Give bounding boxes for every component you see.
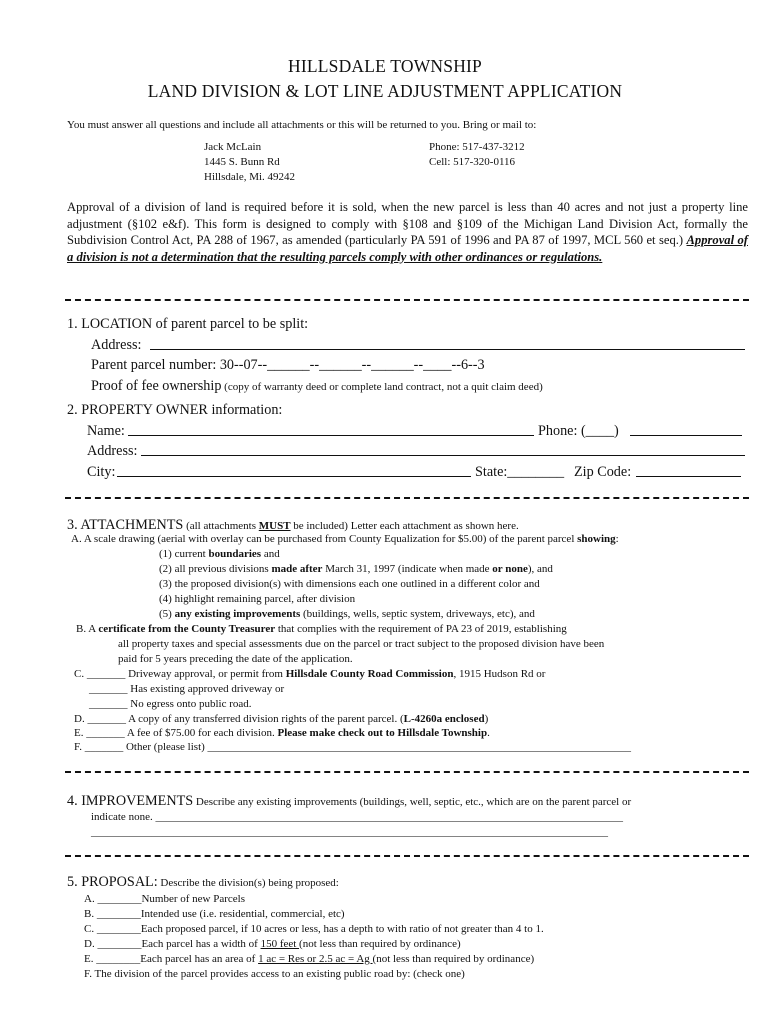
proposal-d-width[interactable]: D. ________Each parcel has a width of 150 feet (not less than required by ordinance) xyxy=(84,938,461,950)
owner-state-field[interactable]: State:________ xyxy=(475,464,565,480)
owner-address-label: Address: xyxy=(87,443,138,459)
section-3-note-post: be included) Letter each attachment as shown here. xyxy=(290,520,519,532)
section-2-heading: 2. PROPERTY OWNER information: xyxy=(67,402,283,418)
section-divider xyxy=(65,771,749,773)
proposal-e-area[interactable]: E. ________Each parcel has an area of 1 ac = Res or 2.5 ac = Ag (not less than required by ordinance) xyxy=(84,953,535,965)
section-divider xyxy=(65,497,749,499)
section-divider xyxy=(65,855,749,857)
improvements-field-line-1[interactable]: indicate none. _____________________________________________________________________________________ xyxy=(91,811,623,823)
section-divider xyxy=(65,299,749,301)
proposal-f-road-access: F. The division of the parcel provides access to an existing public road by: (check one) xyxy=(84,968,465,980)
section-4-description: Describe any existing improvements (buildings, well, septic, etc., which are on the parent parcel or xyxy=(193,796,632,808)
attachment-a-item-1: (1) current boundaries and xyxy=(159,548,280,560)
owner-name-field[interactable] xyxy=(128,435,534,436)
owner-address-field[interactable] xyxy=(141,455,745,456)
owner-city-label: City: xyxy=(87,464,116,480)
improvements-field-line-2[interactable]: ______________________________________________________________________________________________ xyxy=(91,826,608,838)
attachment-a-item-3: (3) the proposed division(s) with dimensions each one outlined in a different color and xyxy=(159,578,540,590)
contact-city: Hillsdale, Mi. 49242 xyxy=(204,171,296,183)
parent-parcel-number-field[interactable]: Parent parcel number: 30--07--______--______--______--____--6--3 xyxy=(91,357,485,373)
owner-name-label: Name: xyxy=(87,423,125,439)
contact-name: Jack McLain xyxy=(204,141,262,153)
attachment-a-item-5: (5) any existing improvements (buildings, wells, septic system, driveways, etc), and xyxy=(159,608,535,620)
section-3-note-pre: (all attachments xyxy=(183,520,259,532)
owner-city-field[interactable] xyxy=(117,476,471,477)
approval-paragraph xyxy=(67,199,748,265)
form-title-township: HILLSDALE TOWNSHIP xyxy=(288,56,482,76)
attachment-e[interactable]: E. _______ A fee of $75.00 for each division. Please make check out to Hillsdale Township. xyxy=(74,727,490,739)
contact-cell: Cell: 517-320-0116 xyxy=(429,156,516,168)
proposal-c-depth-ratio[interactable]: C. ________Each proposed parcel, if 10 acres or less, has a depth to with ratio of not greater than 4 to 1. xyxy=(84,923,544,935)
owner-zip-label: Zip Code: xyxy=(574,464,632,480)
contact-street: 1445 S. Bunn Rd xyxy=(204,156,280,168)
proposal-a-new-parcels[interactable]: A. ________Number of new Parcels xyxy=(84,893,245,905)
attachment-c-no-egress[interactable]: _______ No egress onto public road. xyxy=(89,698,252,710)
owner-zip-field[interactable] xyxy=(636,476,741,477)
attachment-c[interactable]: C. _______ Driveway approval, or permit from Hillsdale County Road Commission, 1915 Hudson Rd or xyxy=(74,668,546,680)
attachment-b-line-3: paid for 5 years preceding the date of the application. xyxy=(118,653,353,665)
attachment-a-bold: showing xyxy=(577,533,616,545)
attachment-a-item-2: (2) all previous divisions made after March 31, 1997 (indicate when made or none), and xyxy=(159,563,553,575)
proof-of-ownership-label: Proof of fee ownership xyxy=(91,378,222,394)
section-3-note-must: MUST xyxy=(258,520,291,532)
form-title-application: LAND DIVISION & LOT LINE ADJUSTMENT APPLICATION xyxy=(147,81,623,101)
attachment-a-text: A. A scale drawing (aerial with overlay can be purchased from County Equalization for $5.00) of the parent parcel xyxy=(71,533,578,545)
intro-instructions: You must answer all questions and include all attachments or this will be returned to you. Bring or mail to: xyxy=(67,119,537,131)
section-1-address-label: Address: xyxy=(91,337,142,353)
approval-text: Approval of a division of land is required before it is sold, when the new parcel is less than 40 acres and not just a property line adjustment (§102 e&f). This form is designed to comply with §108 and §109 of the Michigan Land Division Act, formally the Subdivision Control Act, PA 288 of 1967, as amended (particularly PA 591 of 1996 and PA 87 of 1997, MCL 560 et seq.) xyxy=(67,200,748,248)
proposal-b-intended-use[interactable]: B. ________Intended use (i.e. residential, commercial, etc) xyxy=(84,908,345,920)
attachment-d[interactable]: D. _______ A copy of any transferred division rights of the parent parcel. (L-4260a enclosed) xyxy=(74,713,489,725)
attachment-b-line-2: all property taxes and special assessments due on the parcel or tract subject to the proposed division have been xyxy=(118,638,605,650)
section-4-heading: 4. IMPROVEMENTS xyxy=(67,793,194,809)
approval-disclaimer: Approval of a division is not a determination that the resulting parcels comply with other ordinances or regulations. xyxy=(67,233,748,264)
attachment-b: B. A certificate from the County Treasurer that complies with the requirement of PA 23 of 2019, establishing xyxy=(76,623,567,635)
owner-phone-label: Phone: (____) xyxy=(538,423,619,439)
section-1-heading: 1. LOCATION of parent parcel to be split: xyxy=(67,316,309,332)
contact-phone: Phone: 517-437-3212 xyxy=(429,141,525,153)
section-5-description: Describe the division(s) being proposed: xyxy=(157,877,339,889)
proof-of-ownership-note: (copy of warranty deed or complete land contract, not a quit claim deed) xyxy=(221,381,543,393)
section-5-heading: 5. PROPOSAL: xyxy=(67,874,158,890)
attachment-f[interactable]: F. _______ Other (please list) _____________________________________________________________________________ xyxy=(74,741,632,753)
attachment-a-item-4: (4) highlight remaining parcel, after division xyxy=(159,593,356,605)
owner-phone-field[interactable] xyxy=(630,435,742,436)
attachment-a-end: : xyxy=(615,533,619,545)
parent-address-field[interactable] xyxy=(150,349,745,350)
section-3-heading: 3. ATTACHMENTS xyxy=(67,517,184,533)
attachment-c-existing-driveway[interactable]: _______ Has existing approved driveway or xyxy=(89,683,285,695)
